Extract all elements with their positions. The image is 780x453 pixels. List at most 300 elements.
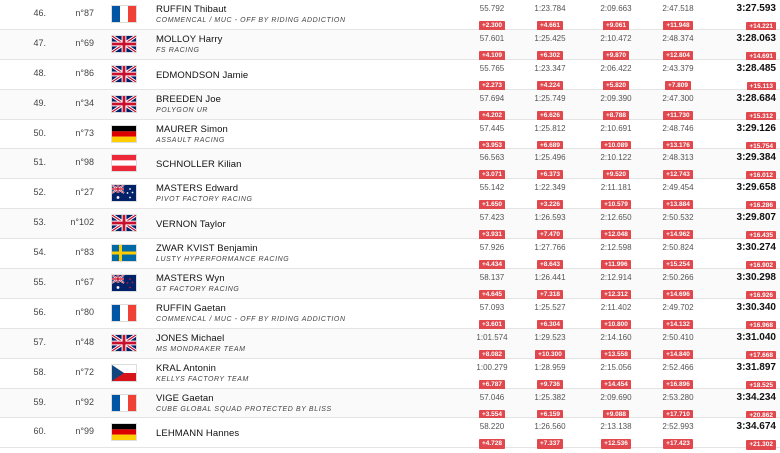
team-name: LUSTY HYPERFORMANCE RACING: [156, 256, 290, 264]
bib-number: n°83: [75, 247, 94, 258]
split-time-2: [522, 242, 578, 271]
final-time-value: 3:29.384: [736, 152, 776, 164]
final-time: [724, 272, 776, 302]
country-flag-icon: [112, 36, 136, 52]
rider-name: RUFFIN Gaetan: [156, 302, 226, 314]
final-gap-badge: +16.926: [746, 291, 776, 301]
split-gap-badge: +12.048: [601, 230, 631, 240]
split-time: 1:25.749: [534, 93, 566, 103]
rank-cell: 54.: [33, 247, 46, 258]
split-gap-badge: +12.804: [663, 51, 693, 61]
split-time: 57.601: [479, 33, 505, 43]
split-time-3: [588, 123, 644, 152]
final-time: [724, 182, 776, 212]
split-time: 2:52.993: [662, 422, 694, 432]
country-flag-icon: [112, 245, 136, 261]
rank-cell: 47.: [33, 37, 46, 48]
rider-name: MOLLOY Harry: [156, 33, 223, 45]
split-time-4: [650, 272, 706, 301]
rank-cell: 55.: [33, 277, 46, 288]
split-gap-badge: +14.962: [663, 230, 693, 240]
split-gap-badge: +8.643: [537, 260, 563, 270]
country-flag-icon: [112, 6, 136, 22]
split-time: 58.220: [479, 422, 505, 432]
split-time-1: [464, 63, 520, 92]
split-time-3: [588, 3, 644, 32]
split-gap-badge: +17.423: [663, 439, 693, 449]
final-time-value: 3:29.126: [736, 122, 776, 134]
split-gap-badge: +6.302: [537, 51, 563, 61]
split-gap-badge: +4.645: [479, 290, 505, 300]
final-time-value: 3:29.658: [736, 182, 776, 194]
split-time: 2:47.518: [662, 4, 694, 13]
split-time-3: [588, 33, 644, 62]
result-row[interactable]: [0, 30, 780, 60]
final-time: [724, 332, 776, 362]
split-time: 2:10.122: [600, 153, 632, 163]
split-time: 57.046: [479, 392, 505, 402]
split-time-4: [650, 212, 706, 241]
split-time-2: [522, 3, 578, 32]
split-time-2: [522, 152, 578, 181]
split-time: 1:00.279: [476, 362, 508, 372]
split-time: 57.694: [479, 93, 505, 103]
split-gap-badge: +2.273: [479, 81, 505, 91]
team-name: CUBE GLOBAL SQUAD PROTECTED BY BLISS: [156, 405, 332, 413]
split-time: 57.926: [479, 243, 505, 253]
final-gap-badge: +16.286: [746, 201, 776, 211]
bib-number: n°99: [75, 426, 94, 437]
split-time: 1:22.349: [534, 183, 566, 193]
split-time: 2:48.374: [662, 33, 694, 43]
split-time: 57.093: [479, 302, 505, 312]
split-time: 2:49.454: [662, 183, 694, 193]
final-time: [724, 33, 776, 63]
bib-number: n°87: [75, 8, 94, 18]
rider-name: LEHMANN Hannes: [156, 428, 240, 440]
split-time: 1:27.766: [534, 243, 566, 253]
split-time: 1:25.425: [534, 33, 566, 43]
split-gap-badge: +3.931: [479, 230, 505, 240]
split-time-1: [464, 362, 520, 391]
split-gap-badge: +9.088: [603, 410, 629, 420]
final-time: [724, 152, 776, 182]
split-time-2: [522, 302, 578, 331]
split-gap-badge: +14.696: [663, 290, 693, 300]
rank-cell: 51.: [33, 157, 46, 168]
split-gap-badge: +3.226: [537, 200, 563, 210]
final-gap-badge: +15.113: [747, 82, 776, 92]
country-flag-icon: [112, 215, 136, 231]
team-name: FS RACING: [156, 46, 200, 54]
final-time-value: 3:29.807: [736, 212, 776, 224]
team-name: COMMENCAL / MUC - OFF BY RIDING ADDICTION: [156, 315, 346, 323]
split-gap-badge: +12.743: [663, 170, 693, 180]
final-time-value: 3:27.593: [736, 3, 776, 14]
result-row[interactable]: [0, 269, 780, 299]
split-time: 2:15.056: [600, 362, 632, 372]
split-time: 55.792: [479, 4, 505, 13]
split-time: 1:26.593: [534, 213, 566, 223]
country-flag-icon: [112, 155, 136, 171]
rank-cell: 60.: [33, 426, 46, 437]
rider-name: ZWAR KVIST Benjamin: [156, 243, 258, 255]
split-time-2: [522, 182, 578, 211]
rank-cell: 52.: [33, 187, 46, 198]
split-time: 2:11.402: [600, 302, 632, 312]
final-gap-badge: +14.221: [746, 22, 776, 32]
split-gap-badge: +3.071: [479, 170, 505, 180]
split-gap-badge: +14.840: [663, 350, 693, 360]
split-time: 2:49.702: [662, 302, 694, 312]
split-gap-badge: +7.809: [665, 81, 691, 91]
country-flag-icon: [112, 96, 136, 112]
bib-number: n°34: [75, 97, 94, 108]
bib-number: n°102: [70, 217, 94, 228]
split-time: 57.445: [479, 123, 505, 133]
split-time-2: [522, 272, 578, 301]
result-row[interactable]: [0, 60, 780, 90]
split-time-4: [650, 392, 706, 421]
rank-cell: 49.: [33, 97, 46, 108]
split-time: 2:09.663: [600, 4, 632, 13]
split-gap-badge: +10.579: [601, 200, 631, 210]
final-gap-badge: +16.968: [746, 321, 776, 331]
split-time-4: [650, 123, 706, 152]
split-gap-badge: +7.470: [537, 230, 563, 240]
split-time-1: [464, 421, 520, 450]
split-time-1: [464, 212, 520, 241]
final-time-value: 3:28.684: [736, 92, 776, 104]
split-gap-badge: +6.689: [537, 141, 563, 151]
split-gap-badge: +5.820: [603, 81, 629, 91]
split-time-4: [650, 93, 706, 122]
final-time-value: 3:30.340: [736, 301, 776, 313]
bib-number: n°98: [75, 157, 94, 168]
final-time-value: 3:34.674: [736, 421, 776, 433]
rank-cell: 58.: [33, 366, 46, 377]
result-row[interactable]: [0, 239, 780, 269]
team-name: ASSAULT RACING: [156, 136, 225, 144]
split-time: 1:26.560: [534, 422, 566, 432]
split-time: 2:47.300: [662, 93, 694, 103]
result-row[interactable]: [0, 329, 780, 359]
split-time: 1:25.812: [534, 123, 566, 133]
split-time: 1:28.959: [534, 362, 566, 372]
final-time-value: 3:31.040: [736, 331, 776, 343]
bib-number: n°80: [75, 306, 94, 317]
split-gap-badge: +4.434: [479, 260, 505, 270]
split-time-3: [588, 392, 644, 421]
split-gap-badge: +11.948: [663, 21, 692, 31]
bib-number: n°48: [75, 336, 94, 347]
split-time: 2:09.390: [600, 93, 632, 103]
split-gap-badge: +6.304: [537, 320, 563, 330]
result-row[interactable]: [0, 389, 780, 419]
split-gap-badge: +3.601: [479, 320, 505, 330]
split-time-4: [650, 332, 706, 361]
split-gap-badge: +14.132: [663, 320, 693, 330]
split-gap-badge: +11.730: [663, 111, 692, 121]
split-time-3: [588, 242, 644, 271]
final-gap-badge: +17.668: [746, 351, 776, 361]
final-gap-badge: +20.862: [746, 411, 776, 421]
split-time: 2:06.422: [600, 63, 632, 73]
split-time-1: [464, 332, 520, 361]
split-time: 2:43.379: [662, 63, 694, 73]
final-time-value: 3:31.897: [736, 361, 776, 373]
split-time-3: [588, 362, 644, 391]
split-time: 2:12.650: [600, 213, 632, 223]
country-flag-icon: [112, 66, 136, 82]
split-time: 1:25.527: [534, 302, 566, 312]
result-row[interactable]: [0, 120, 780, 150]
team-name: PIVOT FACTORY RACING: [156, 196, 253, 204]
split-time: 2:09.690: [600, 392, 632, 402]
split-time-3: [588, 302, 644, 331]
split-time-3: [588, 212, 644, 241]
split-time: 2:10.691: [600, 123, 632, 133]
split-gap-badge: +10.800: [601, 320, 631, 330]
split-gap-badge: +16.896: [663, 380, 693, 390]
split-gap-badge: +12.536: [601, 439, 631, 449]
split-gap-badge: +6.373: [537, 170, 563, 180]
split-time-1: [464, 272, 520, 301]
split-gap-badge: +4.661: [537, 21, 563, 31]
bib-number: n°73: [75, 127, 94, 138]
final-gap-badge: +14.691: [746, 52, 776, 62]
split-time-4: [650, 33, 706, 62]
result-row[interactable]: [0, 209, 780, 239]
team-name: POLYGON UR: [156, 106, 209, 114]
split-gap-badge: +10.089: [601, 141, 631, 151]
final-time-value: 3:30.298: [736, 272, 776, 284]
bib-number: n°67: [75, 277, 94, 288]
split-time-4: [650, 242, 706, 271]
split-time: 2:14.160: [600, 332, 632, 342]
split-gap-badge: +4.728: [479, 439, 505, 449]
split-gap-badge: +8.788: [603, 111, 629, 121]
split-time: 1:23.784: [534, 4, 566, 13]
split-time: 55.142: [479, 183, 505, 193]
split-time: 2:11.181: [600, 183, 632, 193]
split-gap-badge: +11.996: [601, 260, 630, 270]
result-row[interactable]: [0, 0, 780, 30]
rider-name: VERNON Taylor: [156, 219, 226, 231]
split-time-1: [464, 3, 520, 32]
split-time-3: [588, 332, 644, 361]
bib-number: n°69: [75, 37, 94, 48]
split-time-1: [464, 123, 520, 152]
split-time: 2:50.532: [662, 213, 694, 223]
split-gap-badge: +4.224: [537, 81, 563, 91]
split-gap-badge: +8.082: [479, 350, 505, 360]
split-time: 1:29.523: [534, 332, 566, 342]
split-gap-badge: +9.520: [603, 170, 629, 180]
split-time-2: [522, 392, 578, 421]
split-time-4: [650, 3, 706, 32]
split-time-3: [588, 93, 644, 122]
team-name: GT FACTORY RACING: [156, 286, 240, 294]
split-time-1: [464, 242, 520, 271]
bib-number: n°27: [75, 187, 94, 198]
rider-name: BREEDEN Joe: [156, 93, 221, 105]
split-time: 2:12.914: [600, 273, 632, 283]
split-gap-badge: +4.202: [479, 111, 505, 121]
split-gap-badge: +6.159: [537, 410, 563, 420]
split-time: 2:12.598: [600, 243, 632, 253]
country-flag-icon: [112, 126, 136, 142]
rank-cell: 50.: [33, 127, 46, 138]
country-flag-icon: [112, 395, 136, 411]
rank-cell: 48.: [33, 67, 46, 78]
split-time-4: [650, 182, 706, 211]
split-time-1: [464, 93, 520, 122]
final-time: [724, 421, 776, 451]
split-time: 2:50.824: [662, 243, 694, 253]
split-gap-badge: +10.300: [535, 350, 565, 360]
rider-name: MAURER Simon: [156, 123, 228, 135]
split-time: 2:48.746: [662, 123, 694, 133]
final-time: [724, 123, 776, 153]
bib-number: n°72: [75, 366, 94, 377]
split-gap-badge: +7.337: [537, 439, 563, 449]
split-time: 1:26.441: [534, 273, 566, 283]
result-row[interactable]: [0, 90, 780, 120]
split-gap-badge: +3.554: [479, 410, 505, 420]
split-time: 1:23.347: [534, 63, 566, 73]
split-time: 2:50.266: [662, 273, 694, 283]
rank-cell: 56.: [33, 306, 46, 317]
split-gap-badge: +4.109: [479, 51, 505, 61]
split-time-4: [650, 63, 706, 92]
split-gap-badge: +13.558: [601, 350, 631, 360]
team-name: MS MONDRAKER TEAM: [156, 345, 246, 353]
rank-cell: 59.: [33, 396, 46, 407]
final-time: [724, 302, 776, 332]
split-time-1: [464, 302, 520, 331]
rider-name: MASTERS Wyn: [156, 273, 225, 285]
split-gap-badge: +9.870: [603, 51, 629, 61]
rider-name: SCHNOLLER Kilian: [156, 159, 242, 171]
rider-name: KRAL Antonin: [156, 362, 216, 374]
split-time-3: [588, 182, 644, 211]
split-gap-badge: +3.953: [479, 141, 505, 151]
split-time-2: [522, 332, 578, 361]
country-flag-icon: [112, 335, 136, 351]
rider-name: EDMONDSON Jamie: [156, 69, 249, 81]
split-time: 1:25.496: [534, 153, 566, 163]
split-time-2: [522, 33, 578, 62]
split-time-3: [588, 152, 644, 181]
split-time: 2:53.280: [662, 392, 694, 402]
result-row[interactable]: [0, 179, 780, 209]
final-time-value: 3:28.063: [736, 32, 776, 44]
split-time-4: [650, 421, 706, 450]
country-flag-icon: [112, 185, 136, 201]
final-gap-badge: +16.435: [746, 231, 776, 241]
result-row[interactable]: [0, 299, 780, 329]
rank-cell: 57.: [33, 336, 46, 347]
split-gap-badge: +13.176: [663, 141, 693, 151]
final-gap-badge: +18.525: [746, 381, 776, 391]
rank-cell: 46.: [33, 8, 46, 18]
rank-cell: 53.: [33, 217, 46, 228]
split-time: 57.423: [479, 213, 505, 223]
bib-number: n°86: [75, 67, 94, 78]
split-gap-badge: +9.736: [537, 380, 563, 390]
rider-name: JONES Michael: [156, 332, 225, 344]
split-time-4: [650, 152, 706, 181]
rider-name: VIGE Gaetan: [156, 392, 214, 404]
result-row[interactable]: [0, 149, 780, 179]
split-time: 2:52.466: [662, 362, 694, 372]
split-time: 2:50.410: [662, 332, 694, 342]
final-gap-badge: +21.302: [746, 440, 776, 450]
country-flag-icon: [112, 305, 136, 321]
rider-name: MASTERS Edward: [156, 183, 239, 195]
split-time-1: [464, 152, 520, 181]
split-gap-badge: +7.318: [537, 290, 563, 300]
split-time-2: [522, 212, 578, 241]
split-gap-badge: +17.710: [663, 410, 693, 420]
split-gap-badge: +1.650: [479, 200, 505, 210]
result-row[interactable]: [0, 418, 780, 448]
split-gap-badge: +14.454: [601, 380, 631, 390]
split-time-3: [588, 63, 644, 92]
split-gap-badge: +15.254: [663, 260, 693, 270]
split-time-4: [650, 362, 706, 391]
split-time: 2:10.472: [600, 33, 632, 43]
split-gap-badge: +12.312: [601, 290, 631, 300]
split-time-2: [522, 63, 578, 92]
split-gap-badge: +6.787: [479, 380, 505, 390]
split-time: 58.137: [479, 273, 505, 283]
split-gap-badge: +9.061: [603, 21, 629, 31]
result-row[interactable]: [0, 359, 780, 389]
split-time-2: [522, 93, 578, 122]
split-time: 2:48.313: [662, 153, 694, 163]
bib-number: n°92: [75, 396, 94, 407]
split-gap-badge: +2.300: [479, 21, 505, 31]
final-time: [724, 63, 776, 93]
split-time: 55.765: [479, 63, 505, 73]
final-time: [724, 93, 776, 123]
final-gap-badge: +16.012: [746, 171, 776, 181]
split-time-2: [522, 421, 578, 450]
final-time: [724, 212, 776, 242]
split-time: 1:25.382: [534, 392, 566, 402]
team-name: COMMENCAL / MUC - OFF BY RIDING ADDICTION: [156, 17, 346, 24]
final-time-value: 3:30.274: [736, 242, 776, 254]
split-time-4: [650, 302, 706, 331]
team-name: KELLYS FACTORY TEAM: [156, 375, 249, 383]
split-time: 1:01.574: [476, 332, 508, 342]
country-flag-icon: [112, 275, 136, 291]
split-time-3: [588, 421, 644, 450]
split-time-1: [464, 392, 520, 421]
final-time: [724, 242, 776, 272]
split-time-3: [588, 272, 644, 301]
country-flag-icon: [112, 365, 136, 381]
split-time-2: [522, 123, 578, 152]
split-time: 2:13.138: [600, 422, 632, 432]
rider-name: RUFFIN Thibaut: [156, 4, 227, 15]
final-gap-badge: +16.902: [746, 261, 776, 271]
country-flag-icon: [112, 424, 136, 440]
final-gap-badge: +15.312: [746, 112, 776, 122]
split-time-2: [522, 362, 578, 391]
